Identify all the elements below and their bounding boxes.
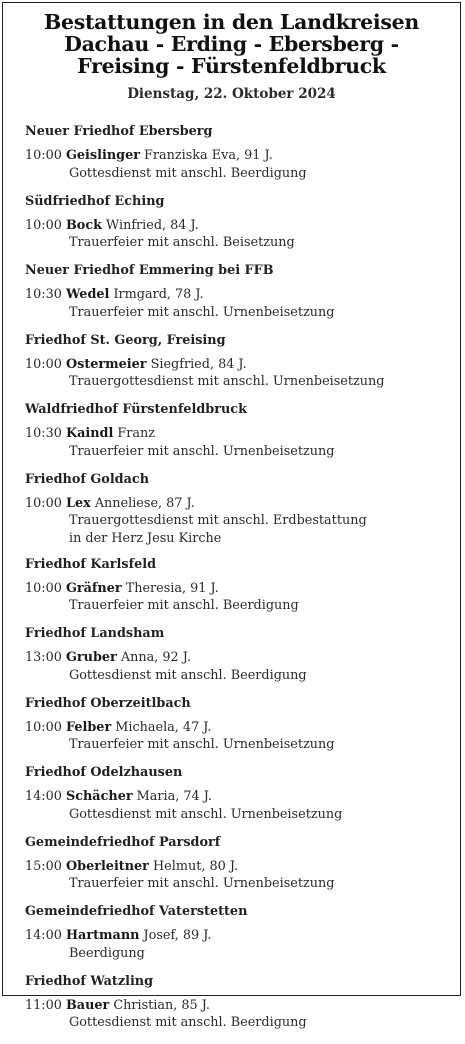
notice-header (3, 3, 460, 102)
cemetery-section (25, 766, 459, 836)
funeral-entry (25, 927, 459, 962)
deceased-details: Franz (113, 426, 155, 441)
ceremony-detail: Trauerfeier mit anschl. Beisetzung (25, 234, 459, 252)
ceremony-detail: Trauerfeier mit anschl. Beerdigung (25, 597, 459, 615)
funeral-time: 10:00 (25, 496, 62, 511)
ceremony-detail: Gottesdienst mit anschl. Urnenbeisetzung (25, 806, 459, 824)
cemetery-name: Friedhof Karlsfeld (25, 558, 459, 572)
funeral-entry (25, 356, 459, 391)
funeral-entry (25, 217, 459, 252)
deceased-details: Helmut, 80 J. (149, 859, 238, 874)
funeral-time: 10:00 (25, 581, 62, 596)
ceremony-detail: Gottesdienst mit anschl. Beerdigung (25, 667, 459, 685)
ceremony-detail: Gottesdienst mit anschl. Beerdigung (25, 165, 459, 183)
deceased-surname: Kaindl (66, 426, 113, 441)
notice-date: Dienstag, 22. Oktober 2024 (3, 86, 460, 102)
funeral-entry (25, 147, 459, 182)
deceased-details: Franziska Eva, 91 J. (140, 148, 273, 163)
cemetery-section (25, 627, 459, 697)
deceased-surname: Ostermeier (66, 357, 147, 372)
deceased-surname: Gräfner (66, 581, 122, 596)
deceased-surname: Gruber (66, 650, 117, 665)
cemetery-name: Neuer Friedhof Ebersberg (25, 125, 459, 139)
funeral-entry (25, 286, 459, 321)
notice-title-line-1: Bestattungen in den Landkreisen (3, 11, 460, 33)
funeral-time: 10:30 (25, 426, 62, 441)
cemetery-section (25, 975, 459, 1044)
funeral-entry (25, 580, 459, 615)
cemetery-name: Friedhof Goldach (25, 473, 459, 487)
deceased-details: Winfried, 84 J. (102, 218, 199, 233)
funeral-time: 13:00 (25, 650, 62, 665)
deceased-details: Christian, 85 J. (109, 998, 210, 1013)
funeral-list (25, 125, 459, 1044)
deceased-surname: Lex (66, 496, 91, 511)
cemetery-section (25, 697, 459, 767)
deceased-details: Theresia, 91 J. (122, 581, 219, 596)
deceased-surname: Hartmann (66, 928, 139, 943)
funeral-time: 10:00 (25, 720, 62, 735)
deceased-details: Josef, 89 J. (139, 928, 211, 943)
funeral-time: 10:00 (25, 218, 62, 233)
deceased-surname: Geislinger (66, 148, 140, 163)
cemetery-name: Friedhof Odelzhausen (25, 766, 459, 780)
cemetery-section (25, 125, 459, 195)
ceremony-detail: Beerdigung (25, 945, 459, 963)
cemetery-name: Waldfriedhof Fürstenfeldbruck (25, 403, 459, 417)
cemetery-section (25, 905, 459, 975)
cemetery-section (25, 558, 459, 628)
cemetery-section (25, 264, 459, 334)
funeral-time: 10:00 (25, 148, 62, 163)
cemetery-name: Friedhof St. Georg, Freising (25, 334, 459, 348)
funeral-entry (25, 997, 459, 1032)
deceased-details: Michaela, 47 J. (111, 720, 211, 735)
cemetery-section (25, 473, 459, 558)
cemetery-name: Gemeindefriedhof Vaterstetten (25, 905, 459, 919)
notice-title-line-2: Dachau - Erding - Ebersberg - (3, 33, 460, 55)
funeral-entry (25, 858, 459, 893)
deceased-details: Anneliese, 87 J. (91, 496, 195, 511)
cemetery-name: Neuer Friedhof Emmering bei FFB (25, 264, 459, 278)
ceremony-detail: in der Herz Jesu Kirche (25, 530, 459, 548)
funeral-entry (25, 495, 459, 548)
funeral-time: 11:00 (25, 998, 62, 1013)
deceased-surname: Bock (66, 218, 102, 233)
deceased-surname: Bauer (66, 998, 109, 1013)
deceased-details: Siegfried, 84 J. (147, 357, 247, 372)
cemetery-name: Südfriedhof Eching (25, 195, 459, 209)
ceremony-detail: Trauergottesdienst mit anschl. Erdbestattung (25, 512, 459, 530)
deceased-details: Maria, 74 J. (133, 789, 212, 804)
cemetery-section (25, 403, 459, 473)
funeral-time: 15:00 (25, 859, 62, 874)
ceremony-detail: Trauerfeier mit anschl. Urnenbeisetzung (25, 875, 459, 893)
deceased-details: Anna, 92 J. (117, 650, 191, 665)
cemetery-name: Friedhof Landsham (25, 627, 459, 641)
cemetery-section (25, 195, 459, 265)
funeral-entry (25, 425, 459, 460)
cemetery-name: Friedhof Watzling (25, 975, 459, 989)
deceased-surname: Oberleitner (66, 859, 149, 874)
funeral-time: 14:00 (25, 789, 62, 804)
funeral-time: 10:00 (25, 357, 62, 372)
cemetery-section (25, 836, 459, 906)
deceased-surname: Schächer (66, 789, 133, 804)
deceased-surname: Felber (66, 720, 111, 735)
ceremony-detail: Trauerfeier mit anschl. Urnenbeisetzung (25, 443, 459, 461)
funeral-entry (25, 719, 459, 754)
ceremony-detail: Trauerfeier mit anschl. Urnenbeisetzung (25, 736, 459, 754)
ceremony-detail: Trauergottesdienst mit anschl. Urnenbeisetzung (25, 373, 459, 391)
ceremony-detail: Gottesdienst mit anschl. Beerdigung (25, 1014, 459, 1032)
funeral-entry (25, 649, 459, 684)
funeral-time: 10:30 (25, 287, 62, 302)
funeral-entry (25, 788, 459, 823)
notice-title-line-3: Freising - Fürstenfeldbruck (3, 55, 460, 77)
cemetery-name: Friedhof Oberzeitlbach (25, 697, 459, 711)
deceased-details: Irmgard, 78 J. (109, 287, 203, 302)
cemetery-section (25, 334, 459, 404)
ceremony-detail: Trauerfeier mit anschl. Urnenbeisetzung (25, 304, 459, 322)
cemetery-name: Gemeindefriedhof Parsdorf (25, 836, 459, 850)
funeral-time: 14:00 (25, 928, 62, 943)
deceased-surname: Wedel (66, 287, 109, 302)
